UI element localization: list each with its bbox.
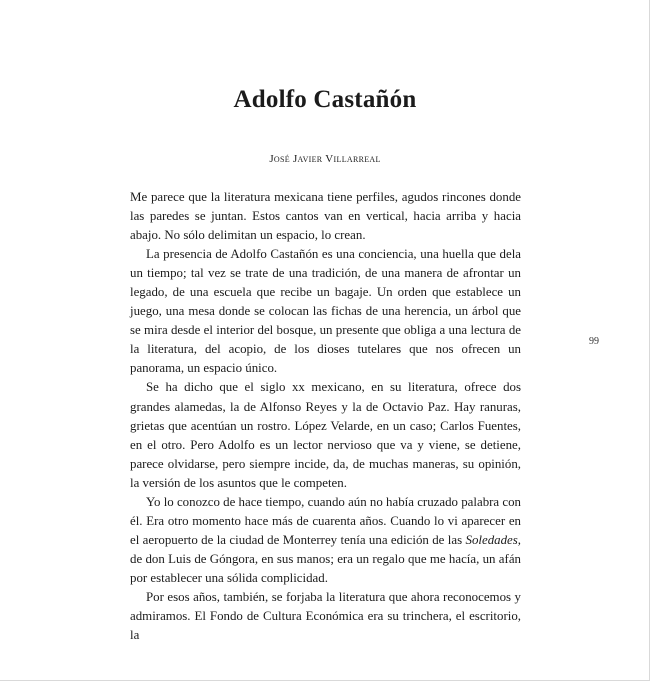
paragraph: Se ha dicho que el siglo xx mexicano, en su literatura, ofrece dos grandes alamedas, la de Alfonso Reyes y la de Octavio Paz. Hay ranuras, grietas que acentúan un rostro. López Velarde, en un caso; Carlos Fuentes, en el otro. Pero Adolfo es un lector nervioso que va y viene, se detiene, parece olvidarse, pero siempre incide, da, de muchas maneras, su opinión, la versión de los asuntos que le competen.	[130, 380, 521, 490]
paragraph	[130, 493, 521, 588]
book-title-italic: Soledades,	[465, 532, 521, 547]
author-name: José Javier Villarreal	[269, 153, 381, 165]
body-text	[130, 188, 521, 645]
paragraph-text: Yo lo conozco de hace tiempo, cuando aún no había cruzado palabra con él. Era otro momento hace más de cuarenta años. Cuando lo vi aparecer en el aeropuerto de la ciudad de Monterrey tenía una edición de las	[130, 494, 521, 547]
chapter-title: Adolfo Castañón	[233, 86, 417, 113]
paragraph: Por esos años, también, se forjaba la literatura que ahora reconocemos y admiramos. El Fondo de Cultura Económica era su trinchera, el escritorio, la	[130, 589, 521, 643]
paragraph: La presencia de Adolfo Castañón es una conciencia, una huella que dela un tiempo; tal vez se trate de una tradición, de una manera de afrontar un legado, de una escuela que recibe un bagaje. Un orden que establece un juego, una mesa donde se colocan las fichas de una herencia, un árbol que se mira desde el interior del bosque, un presente que obliga a una lectura de la literatura, del acopio, de los dioses tutelares que nos ofrecen un panorama, un espacio único.	[130, 247, 521, 376]
paragraph: Me parece que la literatura mexicana tiene perfiles, agudos rincones donde las paredes se juntan. Estos cantos van en vertical, hacia arriba y hacia abajo. No sólo delimitan un espacio, lo crean.	[130, 190, 521, 243]
page-number: 99	[589, 336, 599, 347]
paragraph-text: de don Luis de Góngora, en sus manos; era un regalo que me hacía, un afán por establecer una sólida complicidad.	[130, 551, 521, 585]
